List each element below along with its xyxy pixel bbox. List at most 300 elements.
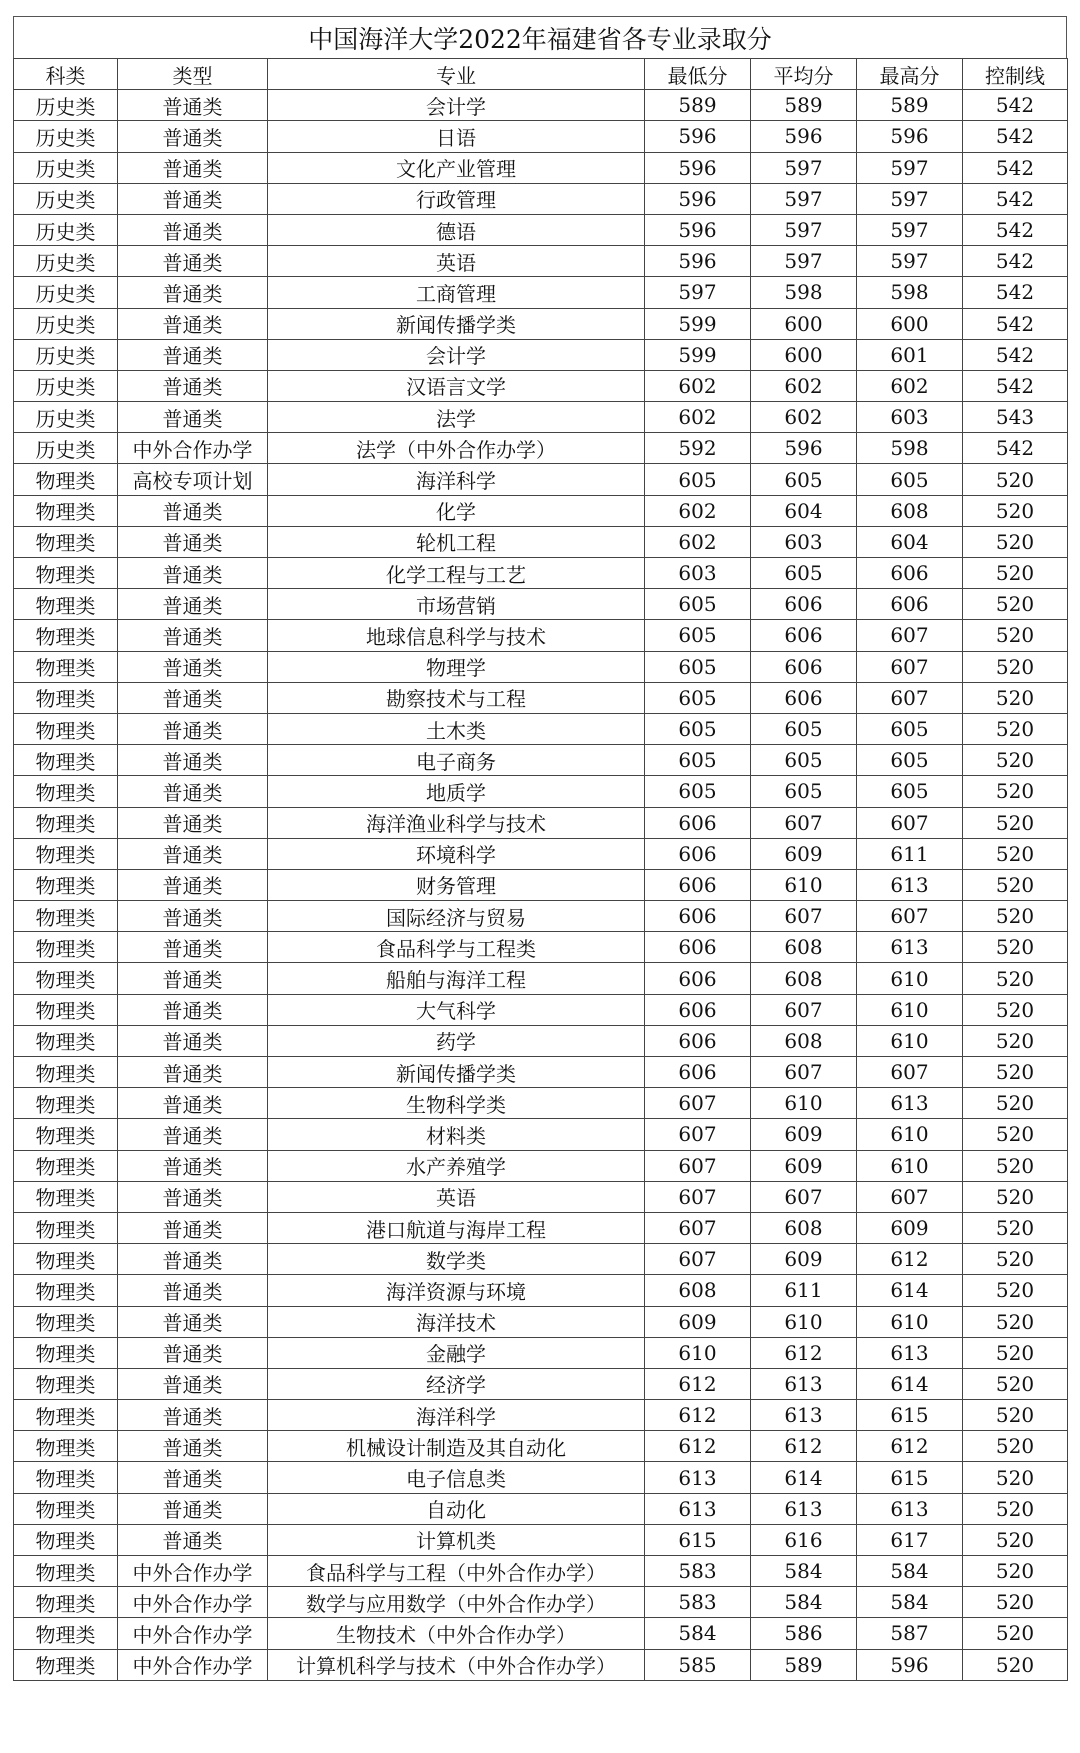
cell-avg-score: 606 (751, 620, 857, 651)
cell-major: 勘察技术与工程 (268, 682, 645, 713)
cell-subject-category: 物理类 (14, 1524, 118, 1555)
cell-control-line: 542 (963, 246, 1068, 277)
table-row (14, 807, 1068, 838)
cell-major: 生物技术（中外合作办学） (268, 1618, 645, 1649)
cell-min-score: 605 (645, 589, 751, 620)
cell-major: 地质学 (268, 776, 645, 807)
cell-admission-type: 普通类 (118, 1212, 268, 1243)
cell-major: 地球信息科学与技术 (268, 620, 645, 651)
cell-subject-category: 物理类 (14, 1337, 118, 1368)
cell-major: 海洋科学 (268, 464, 645, 495)
table-row (14, 402, 1068, 433)
cell-subject-category: 物理类 (14, 589, 118, 620)
table-row (14, 1587, 1068, 1618)
cell-admission-type: 普通类 (118, 214, 268, 245)
table-row (14, 1057, 1068, 1088)
cell-min-score: 606 (645, 932, 751, 963)
cell-max-score: 607 (857, 682, 963, 713)
cell-control-line: 542 (963, 339, 1068, 370)
cell-avg-score: 606 (751, 682, 857, 713)
cell-avg-score: 602 (751, 402, 857, 433)
cell-avg-score: 605 (751, 558, 857, 589)
cell-max-score: 589 (857, 90, 963, 121)
cell-min-score: 589 (645, 90, 751, 121)
table-row (14, 1337, 1068, 1368)
cell-max-score: 607 (857, 651, 963, 682)
cell-major: 法学 (268, 402, 645, 433)
cell-min-score: 605 (645, 651, 751, 682)
table-row (14, 776, 1068, 807)
cell-control-line: 520 (963, 1400, 1068, 1431)
cell-min-score: 605 (645, 682, 751, 713)
table-row (14, 1524, 1068, 1555)
cell-subject-category: 物理类 (14, 713, 118, 744)
cell-admission-type: 普通类 (118, 901, 268, 932)
cell-major: 日语 (268, 121, 645, 152)
cell-max-score: 601 (857, 339, 963, 370)
cell-major: 海洋技术 (268, 1306, 645, 1337)
cell-major: 文化产业管理 (268, 152, 645, 183)
cell-min-score: 592 (645, 433, 751, 464)
cell-max-score: 605 (857, 745, 963, 776)
cell-admission-type: 普通类 (118, 339, 268, 370)
cell-avg-score: 605 (751, 464, 857, 495)
cell-major: 生物科学类 (268, 1088, 645, 1119)
cell-min-score: 606 (645, 838, 751, 869)
cell-major: 土木类 (268, 713, 645, 744)
cell-min-score: 602 (645, 402, 751, 433)
cell-subject-category: 物理类 (14, 1556, 118, 1587)
cell-admission-type: 普通类 (118, 246, 268, 277)
cell-major: 德语 (268, 214, 645, 245)
cell-max-score: 610 (857, 1306, 963, 1337)
cell-subject-category: 物理类 (14, 1618, 118, 1649)
cell-subject-category: 历史类 (14, 402, 118, 433)
table-row (14, 869, 1068, 900)
cell-admission-type: 普通类 (118, 1244, 268, 1275)
cell-subject-category: 历史类 (14, 183, 118, 214)
cell-subject-category: 物理类 (14, 1181, 118, 1212)
cell-control-line: 520 (963, 745, 1068, 776)
cell-max-score: 610 (857, 1119, 963, 1150)
cell-subject-category: 物理类 (14, 807, 118, 838)
cell-control-line: 520 (963, 1462, 1068, 1493)
cell-major: 会计学 (268, 339, 645, 370)
cell-min-score: 615 (645, 1524, 751, 1555)
cell-admission-type: 普通类 (118, 152, 268, 183)
cell-control-line: 520 (963, 1618, 1068, 1649)
cell-subject-category: 物理类 (14, 1275, 118, 1306)
cell-admission-type: 普通类 (118, 121, 268, 152)
cell-major: 工商管理 (268, 277, 645, 308)
cell-control-line: 520 (963, 1181, 1068, 1212)
cell-avg-score: 604 (751, 495, 857, 526)
cell-subject-category: 物理类 (14, 682, 118, 713)
cell-max-score: 614 (857, 1368, 963, 1399)
cell-control-line: 542 (963, 277, 1068, 308)
cell-max-score: 584 (857, 1587, 963, 1618)
cell-min-score: 599 (645, 339, 751, 370)
cell-min-score: 605 (645, 620, 751, 651)
cell-control-line: 520 (963, 932, 1068, 963)
cell-admission-type: 中外合作办学 (118, 1587, 268, 1618)
cell-control-line: 520 (963, 1244, 1068, 1275)
cell-subject-category: 物理类 (14, 1212, 118, 1243)
cell-max-score: 587 (857, 1618, 963, 1649)
cell-max-score: 615 (857, 1462, 963, 1493)
cell-subject-category: 物理类 (14, 1431, 118, 1462)
cell-admission-type: 普通类 (118, 869, 268, 900)
cell-admission-type: 普通类 (118, 90, 268, 121)
cell-min-score: 607 (645, 1181, 751, 1212)
cell-min-score: 606 (645, 1025, 751, 1056)
cell-major: 船舶与海洋工程 (268, 963, 645, 994)
cell-max-score: 607 (857, 807, 963, 838)
cell-avg-score: 608 (751, 963, 857, 994)
cell-subject-category: 物理类 (14, 620, 118, 651)
cell-control-line: 520 (963, 558, 1068, 589)
cell-avg-score: 598 (751, 277, 857, 308)
cell-admission-type: 普通类 (118, 1368, 268, 1399)
cell-min-score: 584 (645, 1618, 751, 1649)
table-row (14, 901, 1068, 932)
table-row (14, 246, 1068, 277)
cell-min-score: 613 (645, 1462, 751, 1493)
cell-avg-score: 600 (751, 339, 857, 370)
cell-avg-score: 608 (751, 1212, 857, 1243)
cell-subject-category: 物理类 (14, 1057, 118, 1088)
cell-max-score: 610 (857, 1150, 963, 1181)
cell-max-score: 609 (857, 1212, 963, 1243)
cell-control-line: 520 (963, 464, 1068, 495)
cell-major: 英语 (268, 1181, 645, 1212)
cell-max-score: 597 (857, 214, 963, 245)
cell-control-line: 520 (963, 1119, 1068, 1150)
cell-major: 海洋渔业科学与技术 (268, 807, 645, 838)
table-row (14, 495, 1068, 526)
table-row (14, 1181, 1068, 1212)
table-row (14, 1556, 1068, 1587)
cell-major: 数学类 (268, 1244, 645, 1275)
table-row (14, 1306, 1068, 1337)
cell-min-score: 606 (645, 1057, 751, 1088)
cell-max-score: 604 (857, 526, 963, 557)
cell-control-line: 542 (963, 121, 1068, 152)
cell-avg-score: 609 (751, 1150, 857, 1181)
cell-admission-type: 普通类 (118, 1025, 268, 1056)
cell-admission-type: 高校专项计划 (118, 464, 268, 495)
cell-major: 计算机类 (268, 1524, 645, 1555)
cell-major: 数学与应用数学（中外合作办学） (268, 1587, 645, 1618)
header-row (14, 59, 1068, 90)
cell-admission-type: 普通类 (118, 838, 268, 869)
cell-admission-type: 普通类 (118, 1462, 268, 1493)
cell-min-score: 607 (645, 1150, 751, 1181)
header-subject-category: 科类 (14, 59, 118, 90)
cell-subject-category: 物理类 (14, 1400, 118, 1431)
cell-max-score: 597 (857, 152, 963, 183)
cell-avg-score: 608 (751, 1025, 857, 1056)
cell-avg-score: 597 (751, 214, 857, 245)
cell-min-score: 597 (645, 277, 751, 308)
cell-admission-type: 普通类 (118, 807, 268, 838)
header-max-score: 最高分 (857, 59, 963, 90)
cell-max-score: 598 (857, 433, 963, 464)
cell-admission-type: 普通类 (118, 1057, 268, 1088)
cell-avg-score: 597 (751, 246, 857, 277)
cell-subject-category: 历史类 (14, 433, 118, 464)
cell-major: 大气科学 (268, 994, 645, 1025)
cell-control-line: 520 (963, 651, 1068, 682)
cell-admission-type: 普通类 (118, 1306, 268, 1337)
table-row (14, 932, 1068, 963)
cell-admission-type: 普通类 (118, 1088, 268, 1119)
cell-min-score: 596 (645, 246, 751, 277)
cell-avg-score: 597 (751, 183, 857, 214)
cell-major: 海洋科学 (268, 1400, 645, 1431)
cell-avg-score: 602 (751, 370, 857, 401)
cell-subject-category: 历史类 (14, 339, 118, 370)
cell-admission-type: 普通类 (118, 1181, 268, 1212)
cell-avg-score: 609 (751, 838, 857, 869)
cell-major: 化学工程与工艺 (268, 558, 645, 589)
admission-score-sheet (13, 16, 1067, 1681)
table-row (14, 1025, 1068, 1056)
cell-control-line: 520 (963, 776, 1068, 807)
table-row (14, 1119, 1068, 1150)
cell-admission-type: 普通类 (118, 1150, 268, 1181)
cell-min-score: 602 (645, 526, 751, 557)
cell-control-line: 520 (963, 1493, 1068, 1524)
table-row (14, 1462, 1068, 1493)
cell-admission-type: 普通类 (118, 1337, 268, 1368)
cell-control-line: 520 (963, 1649, 1068, 1680)
cell-avg-score: 613 (751, 1493, 857, 1524)
cell-major: 英语 (268, 246, 645, 277)
cell-major: 药学 (268, 1025, 645, 1056)
table-row (14, 526, 1068, 557)
cell-avg-score: 584 (751, 1587, 857, 1618)
cell-subject-category: 物理类 (14, 1493, 118, 1524)
cell-avg-score: 597 (751, 152, 857, 183)
cell-control-line: 520 (963, 838, 1068, 869)
cell-control-line: 520 (963, 589, 1068, 620)
cell-avg-score: 607 (751, 1181, 857, 1212)
cell-admission-type: 普通类 (118, 526, 268, 557)
cell-subject-category: 物理类 (14, 776, 118, 807)
cell-control-line: 542 (963, 370, 1068, 401)
cell-avg-score: 606 (751, 651, 857, 682)
cell-subject-category: 物理类 (14, 901, 118, 932)
table-row (14, 1275, 1068, 1306)
cell-min-score: 607 (645, 1119, 751, 1150)
cell-avg-score: 607 (751, 1057, 857, 1088)
cell-control-line: 520 (963, 1587, 1068, 1618)
cell-major: 财务管理 (268, 869, 645, 900)
cell-max-score: 608 (857, 495, 963, 526)
cell-avg-score: 589 (751, 90, 857, 121)
cell-max-score: 613 (857, 1493, 963, 1524)
cell-control-line: 520 (963, 1306, 1068, 1337)
cell-admission-type: 普通类 (118, 495, 268, 526)
cell-control-line: 520 (963, 713, 1068, 744)
table-row (14, 558, 1068, 589)
cell-subject-category: 历史类 (14, 277, 118, 308)
cell-min-score: 612 (645, 1400, 751, 1431)
cell-max-score: 613 (857, 869, 963, 900)
header-avg-score: 平均分 (751, 59, 857, 90)
cell-control-line: 520 (963, 1212, 1068, 1243)
cell-admission-type: 普通类 (118, 558, 268, 589)
cell-subject-category: 物理类 (14, 526, 118, 557)
cell-admission-type: 普通类 (118, 932, 268, 963)
cell-avg-score: 603 (751, 526, 857, 557)
cell-avg-score: 600 (751, 308, 857, 339)
cell-subject-category: 历史类 (14, 214, 118, 245)
cell-admission-type: 普通类 (118, 745, 268, 776)
cell-max-score: 605 (857, 464, 963, 495)
cell-avg-score: 606 (751, 589, 857, 620)
table-row (14, 838, 1068, 869)
cell-max-score: 596 (857, 121, 963, 152)
cell-major: 海洋资源与环境 (268, 1275, 645, 1306)
cell-admission-type: 普通类 (118, 776, 268, 807)
table-row (14, 152, 1068, 183)
cell-subject-category: 物理类 (14, 1649, 118, 1680)
cell-control-line: 520 (963, 1057, 1068, 1088)
header-min-score: 最低分 (645, 59, 751, 90)
cell-subject-category: 物理类 (14, 464, 118, 495)
cell-avg-score: 610 (751, 869, 857, 900)
cell-major: 法学（中外合作办学） (268, 433, 645, 464)
cell-avg-score: 607 (751, 994, 857, 1025)
table-title: 中国海洋大学2022年福建省各专业录取分 (13, 16, 1067, 58)
cell-max-score: 614 (857, 1275, 963, 1306)
cell-avg-score: 608 (751, 932, 857, 963)
cell-min-score: 606 (645, 869, 751, 900)
cell-subject-category: 物理类 (14, 1306, 118, 1337)
cell-min-score: 613 (645, 1493, 751, 1524)
cell-admission-type: 普通类 (118, 620, 268, 651)
cell-max-score: 613 (857, 1337, 963, 1368)
cell-avg-score: 596 (751, 433, 857, 464)
table-row (14, 464, 1068, 495)
cell-control-line: 542 (963, 308, 1068, 339)
cell-admission-type: 普通类 (118, 402, 268, 433)
cell-subject-category: 物理类 (14, 1368, 118, 1399)
cell-control-line: 520 (963, 620, 1068, 651)
cell-max-score: 613 (857, 932, 963, 963)
cell-subject-category: 物理类 (14, 1025, 118, 1056)
cell-major: 电子信息类 (268, 1462, 645, 1493)
cell-min-score: 602 (645, 370, 751, 401)
cell-admission-type: 普通类 (118, 1431, 268, 1462)
cell-admission-type: 普通类 (118, 1493, 268, 1524)
table-row (14, 589, 1068, 620)
cell-admission-type: 普通类 (118, 308, 268, 339)
cell-max-score: 615 (857, 1400, 963, 1431)
cell-major: 水产养殖学 (268, 1150, 645, 1181)
cell-min-score: 607 (645, 1088, 751, 1119)
cell-min-score: 596 (645, 121, 751, 152)
cell-max-score: 598 (857, 277, 963, 308)
cell-max-score: 584 (857, 1556, 963, 1587)
cell-avg-score: 589 (751, 1649, 857, 1680)
cell-avg-score: 612 (751, 1337, 857, 1368)
cell-control-line: 520 (963, 495, 1068, 526)
cell-avg-score: 609 (751, 1119, 857, 1150)
cell-admission-type: 普通类 (118, 370, 268, 401)
cell-avg-score: 610 (751, 1306, 857, 1337)
cell-control-line: 520 (963, 869, 1068, 900)
cell-subject-category: 历史类 (14, 246, 118, 277)
cell-admission-type: 普通类 (118, 183, 268, 214)
cell-admission-type: 中外合作办学 (118, 1556, 268, 1587)
cell-avg-score: 586 (751, 1618, 857, 1649)
cell-major: 食品科学与工程（中外合作办学） (268, 1556, 645, 1587)
cell-admission-type: 普通类 (118, 994, 268, 1025)
table-row (14, 433, 1068, 464)
table-row (14, 1649, 1068, 1680)
cell-control-line: 520 (963, 1368, 1068, 1399)
table-row (14, 90, 1068, 121)
cell-subject-category: 物理类 (14, 1244, 118, 1275)
table-row (14, 1244, 1068, 1275)
cell-min-score: 606 (645, 901, 751, 932)
table-row (14, 745, 1068, 776)
cell-min-score: 609 (645, 1306, 751, 1337)
table-row (14, 682, 1068, 713)
cell-control-line: 520 (963, 1337, 1068, 1368)
cell-min-score: 605 (645, 745, 751, 776)
cell-max-score: 596 (857, 1649, 963, 1680)
cell-avg-score: 613 (751, 1400, 857, 1431)
cell-min-score: 599 (645, 308, 751, 339)
cell-subject-category: 历史类 (14, 121, 118, 152)
cell-major: 环境科学 (268, 838, 645, 869)
cell-min-score: 607 (645, 1212, 751, 1243)
cell-min-score: 583 (645, 1587, 751, 1618)
cell-major: 会计学 (268, 90, 645, 121)
cell-min-score: 583 (645, 1556, 751, 1587)
table-row (14, 1431, 1068, 1462)
cell-major: 轮机工程 (268, 526, 645, 557)
cell-major: 电子商务 (268, 745, 645, 776)
cell-max-score: 613 (857, 1088, 963, 1119)
cell-avg-score: 584 (751, 1556, 857, 1587)
cell-admission-type: 普通类 (118, 1400, 268, 1431)
cell-avg-score: 605 (751, 776, 857, 807)
cell-control-line: 520 (963, 901, 1068, 932)
cell-max-score: 610 (857, 1025, 963, 1056)
cell-max-score: 605 (857, 713, 963, 744)
cell-max-score: 607 (857, 1181, 963, 1212)
table-body (14, 90, 1068, 1681)
cell-min-score: 610 (645, 1337, 751, 1368)
cell-major: 物理学 (268, 651, 645, 682)
cell-avg-score: 612 (751, 1431, 857, 1462)
table-row (14, 308, 1068, 339)
table-row (14, 339, 1068, 370)
cell-max-score: 610 (857, 994, 963, 1025)
cell-min-score: 612 (645, 1431, 751, 1462)
cell-max-score: 597 (857, 183, 963, 214)
cell-min-score: 612 (645, 1368, 751, 1399)
cell-min-score: 606 (645, 807, 751, 838)
cell-avg-score: 609 (751, 1244, 857, 1275)
cell-subject-category: 物理类 (14, 495, 118, 526)
header-control-line: 控制线 (963, 59, 1068, 90)
